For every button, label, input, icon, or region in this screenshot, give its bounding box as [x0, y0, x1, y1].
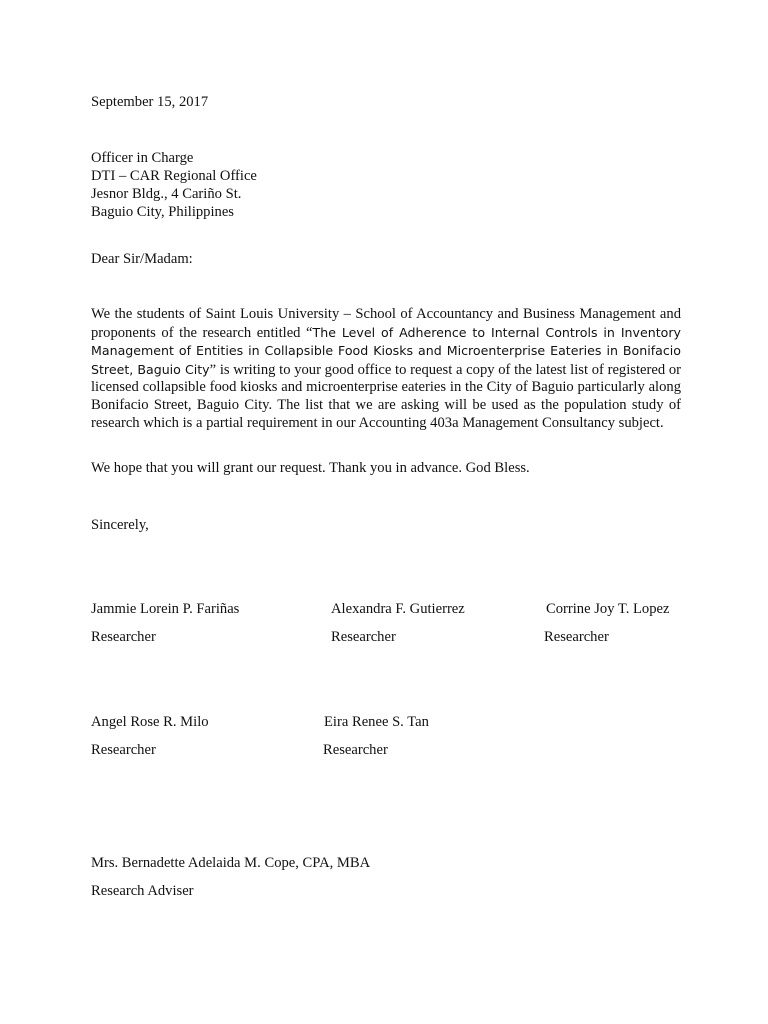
signatory-name: Angel Rose R. Milo	[91, 714, 209, 730]
body-paragraph	[91, 306, 681, 432]
signatory-role: Researcher	[544, 629, 609, 645]
signatory-name: Eira Renee S. Tan	[324, 714, 429, 730]
adviser-name: Mrs. Bernadette Adelaida M. Cope, CPA, MBA	[91, 855, 371, 871]
adviser-role: Research Adviser	[91, 883, 194, 899]
recipient-line: DTI – CAR Regional Office	[91, 168, 257, 184]
signatory-role: Researcher	[331, 629, 396, 645]
signatory-role: Researcher	[323, 742, 388, 758]
signatory-name: Jammie Lorein P. Fariñas	[91, 601, 240, 617]
body-text-part1: We the students of Saint Louis University – School of Accountancy and Business Management and proponents of the research entitled “	[91, 306, 681, 341]
signatory-name: Alexandra F. Gutierrez	[331, 601, 465, 617]
sign-off: Sincerely,	[91, 517, 149, 533]
recipient-line: Officer in Charge	[91, 150, 194, 166]
signatory-role: Researcher	[91, 629, 156, 645]
letter-date: September 15, 2017	[91, 94, 209, 110]
recipient-line: Baguio City, Philippines	[91, 204, 234, 220]
signatory-role: Researcher	[91, 742, 156, 758]
salutation: Dear Sir/Madam:	[91, 251, 193, 267]
body-text-part2: ” is writing to your good office to request a copy of the latest list of registered or licensed collapsible food kiosks and microenterprise eateries in the City of Baguio particularly along Bonifacio Street, Baguio City. The list that we are asking will be used as the population study of research which is a partial requirement in our Accounting 403a Management Consultancy subject.	[91, 361, 682, 431]
recipient-line: Jesnor Bldg., 4 Cariño St.	[91, 186, 242, 202]
recipient-address	[91, 149, 257, 221]
signatory-name: Corrine Joy T. Lopez	[546, 601, 670, 617]
research-title: The Level of Adherence to Internal Controls in Inventory Management of Entities in Collapsible Food Kiosks and Microenterprise Eateries in Bonifacio Street, Baguio City	[91, 324, 681, 377]
closing-paragraph: We hope that you will grant our request. Thank you in advance. God Bless.	[91, 460, 530, 476]
